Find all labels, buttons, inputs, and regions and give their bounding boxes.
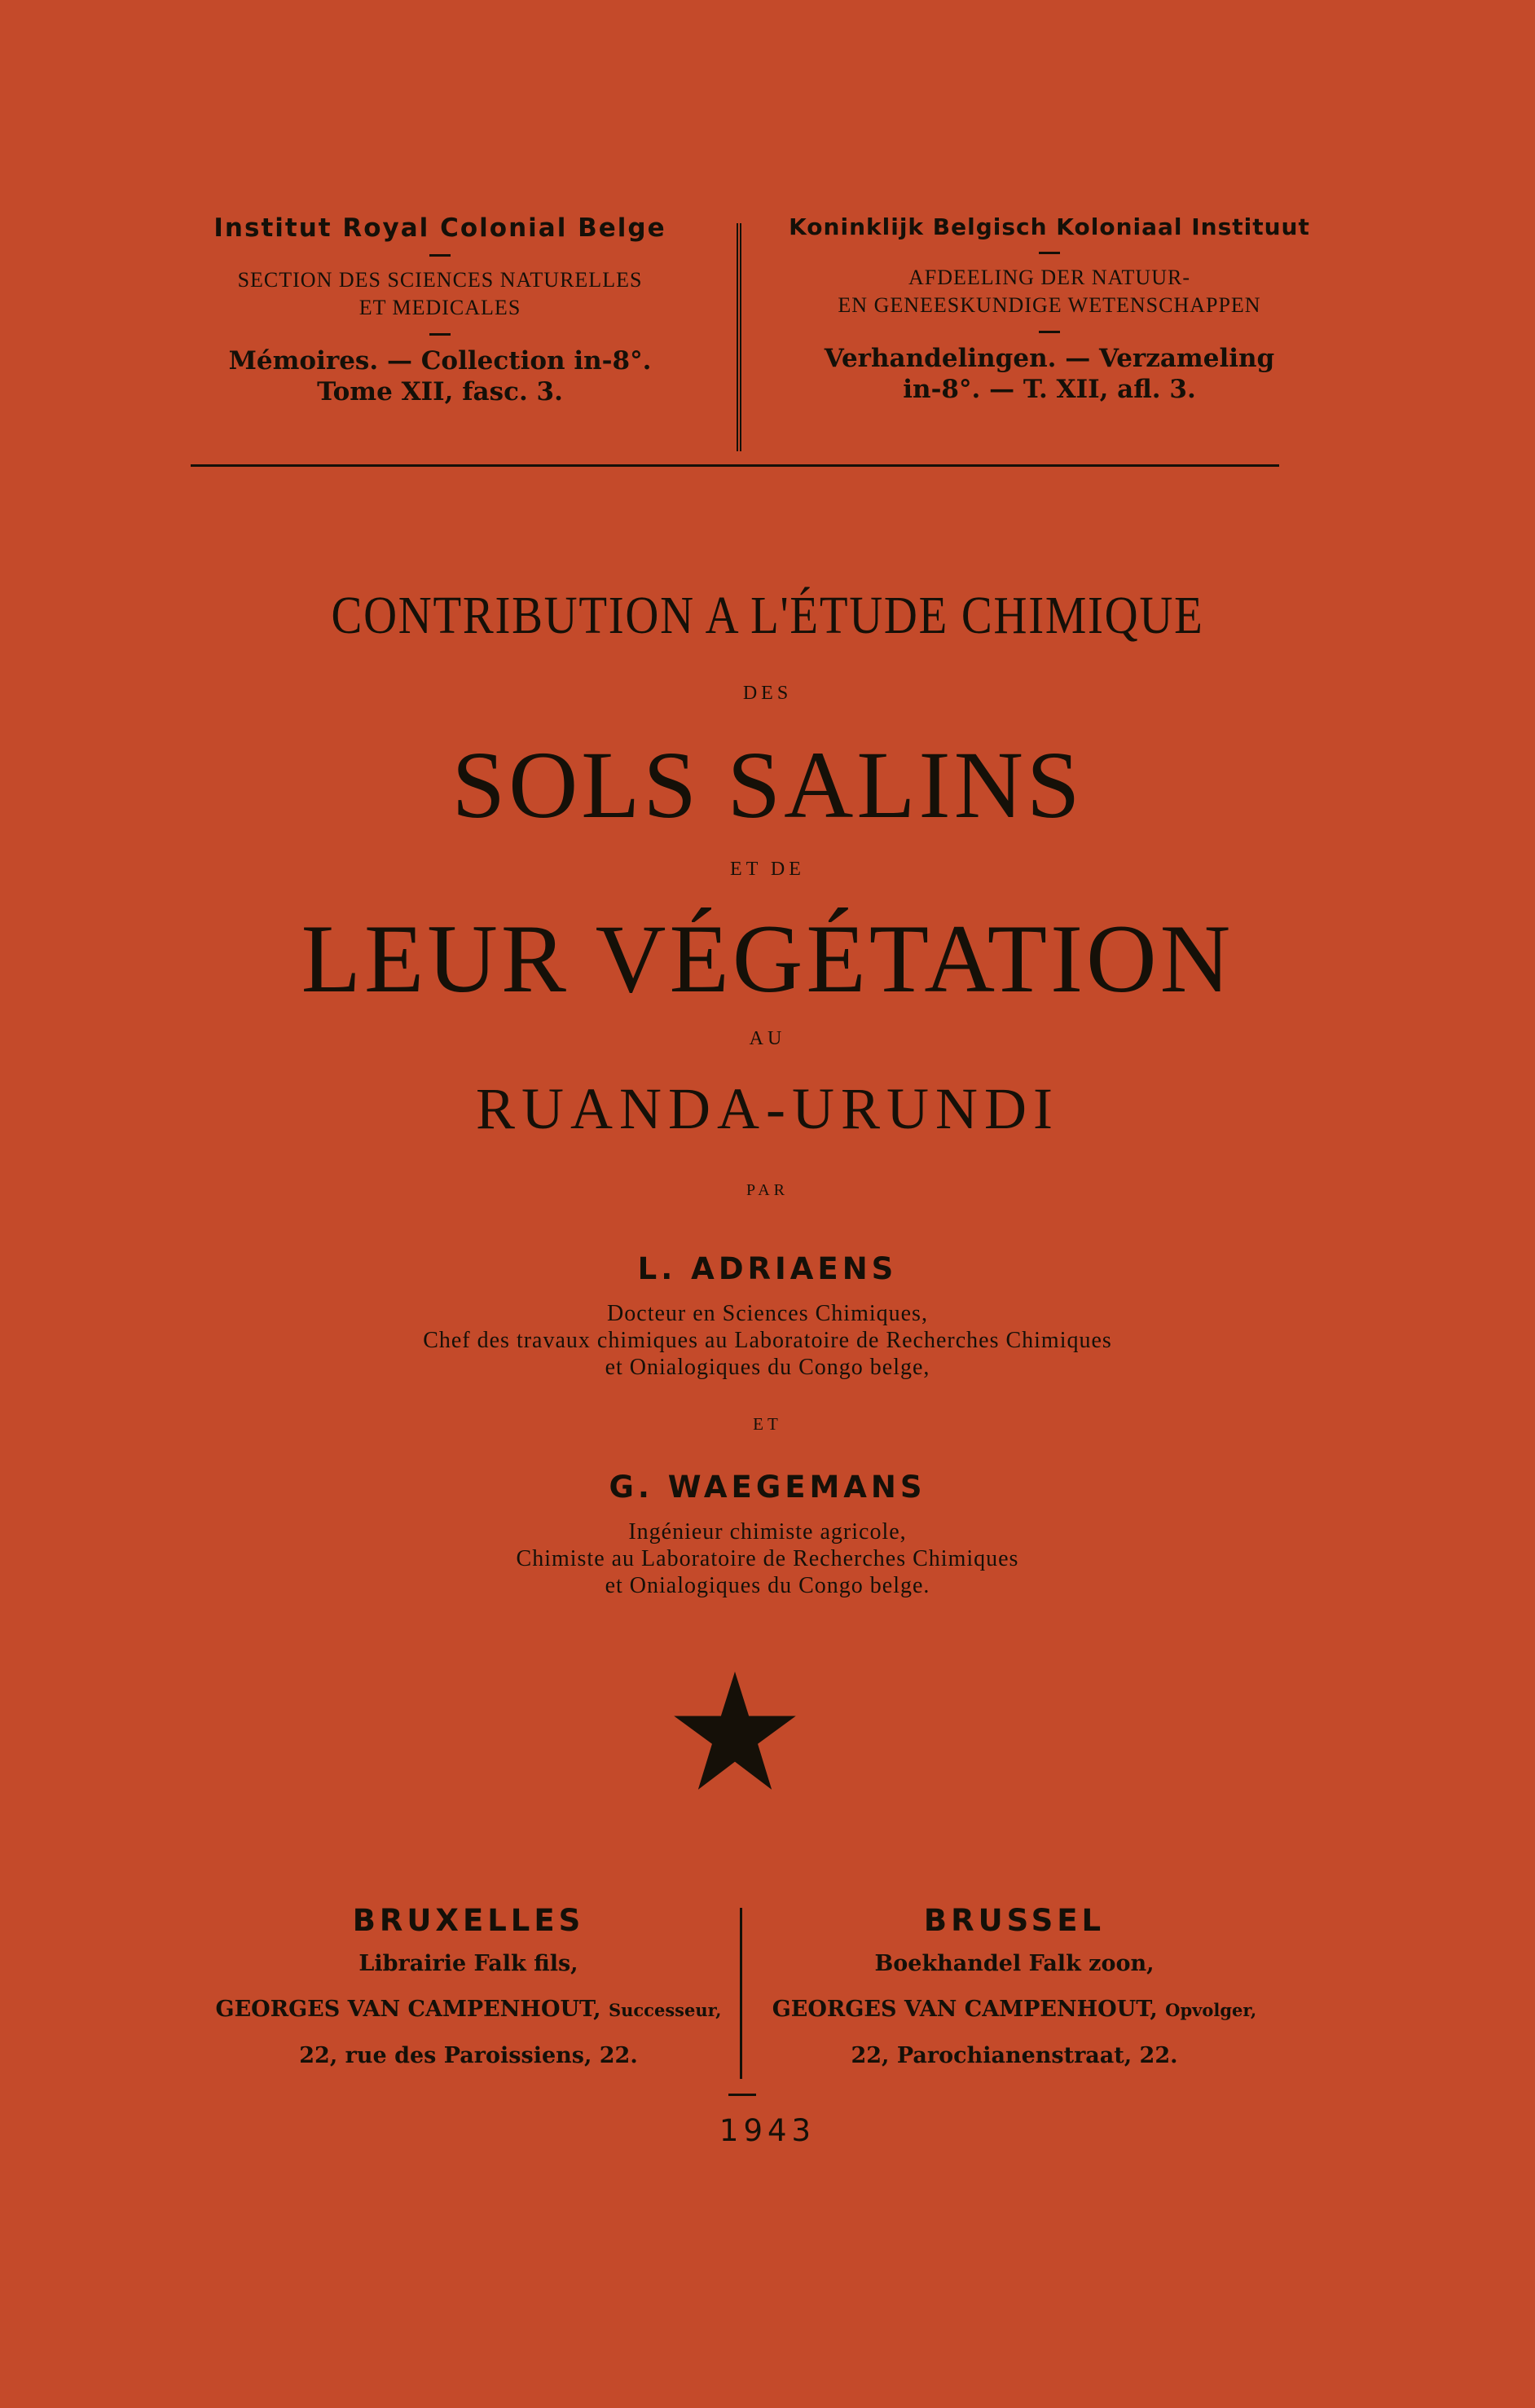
author-description — [0, 1300, 1535, 1381]
publisher-role: Opvolger, — [1165, 2000, 1257, 2020]
publisher-line — [750, 1987, 1279, 2033]
header-left — [179, 213, 701, 407]
publisher-city: BRUSSEL — [923, 1903, 1106, 1938]
publication-year: 1943 — [719, 2113, 816, 2148]
publisher-name: GEORGES VAN CAMPENHOUT, — [772, 1997, 1158, 2022]
publisher-city: BRUXELLES — [352, 1903, 585, 1938]
title-connector: ET DE — [730, 859, 805, 880]
title-region: RUANDA-URUNDI — [476, 1076, 1059, 1141]
series-line: Verhandelingen. — Verzameling — [824, 344, 1275, 373]
year-dash — [728, 2094, 756, 2096]
section-line: AFDEELING DER NATUUR- — [908, 266, 1190, 289]
author-desc-line: Chef des travaux chimiques au Laboratoire de Recherches Chimiques — [423, 1328, 1112, 1353]
publisher-line: Boekhandel Falk zoon, — [874, 1951, 1155, 1976]
title-line: CONTRIBUTION A L'ÉTUDE CHIMIQUE — [331, 586, 1204, 645]
publisher-line: Librairie Falk fils, — [358, 1951, 578, 1976]
header-dash — [1039, 252, 1060, 254]
author-desc-line: et Onialogiques du Congo belge, — [605, 1355, 930, 1380]
institute-name-fr: Institut Royal Colonial Belge — [213, 213, 666, 243]
institute-name-nl: Koninklijk Belgisch Koloniaal Instituut — [789, 213, 1310, 240]
series-line: Mémoires. — Collection in-8°. — [228, 346, 652, 376]
header-dash — [1039, 331, 1060, 333]
section-line: SECTION DES SCIENCES NATURELLES — [237, 268, 643, 292]
series-line: Tome XII, fasc. 3. — [317, 377, 563, 406]
series-line: in-8°. — T. XII, afl. 3. — [903, 375, 1196, 404]
footer-divider — [740, 1908, 742, 2079]
author-desc-line: et Onialogiques du Congo belge. — [605, 1573, 930, 1598]
header-right — [789, 213, 1310, 405]
by-label: PAR — [746, 1181, 789, 1199]
title-connector: DES — [742, 683, 793, 704]
header-divider — [737, 223, 741, 451]
and-label: ET — [753, 1414, 782, 1434]
star-icon — [671, 1672, 798, 1792]
publisher-right — [750, 1903, 1279, 2079]
publisher-name: GEORGES VAN CAMPENHOUT, — [215, 1997, 601, 2022]
author-description — [0, 1518, 1535, 1599]
publisher-role: Successeur, — [608, 2000, 722, 2020]
publisher-address: 22, Parochianenstraat, 22. — [851, 2043, 1178, 2068]
header-dash — [429, 254, 451, 257]
header-rule — [191, 464, 1279, 467]
author-name: L. ADRIAENS — [637, 1251, 898, 1286]
title-main: LEUR VÉGÉTATION — [301, 904, 1234, 1013]
author-desc-line: Chimiste au Laboratoire de Recherches Chimiques — [516, 1546, 1019, 1571]
title-connector: AU — [749, 1028, 786, 1049]
section-line: ET MEDICALES — [358, 296, 521, 319]
publisher-left — [204, 1903, 733, 2079]
publisher-line — [204, 1987, 733, 2033]
author-desc-line: Docteur en Sciences Chimiques, — [607, 1301, 928, 1326]
publisher-address: 22, rue des Paroissiens, 22. — [299, 2043, 638, 2068]
author-desc-line: Ingénieur chimiste agricole, — [628, 1519, 907, 1545]
author-name: G. WAEGEMANS — [609, 1470, 926, 1505]
title-main: SOLS SALINS — [451, 732, 1084, 838]
section-line: EN GENEESKUNDIGE WETENSCHAPPEN — [838, 293, 1261, 317]
header-dash — [429, 333, 451, 336]
